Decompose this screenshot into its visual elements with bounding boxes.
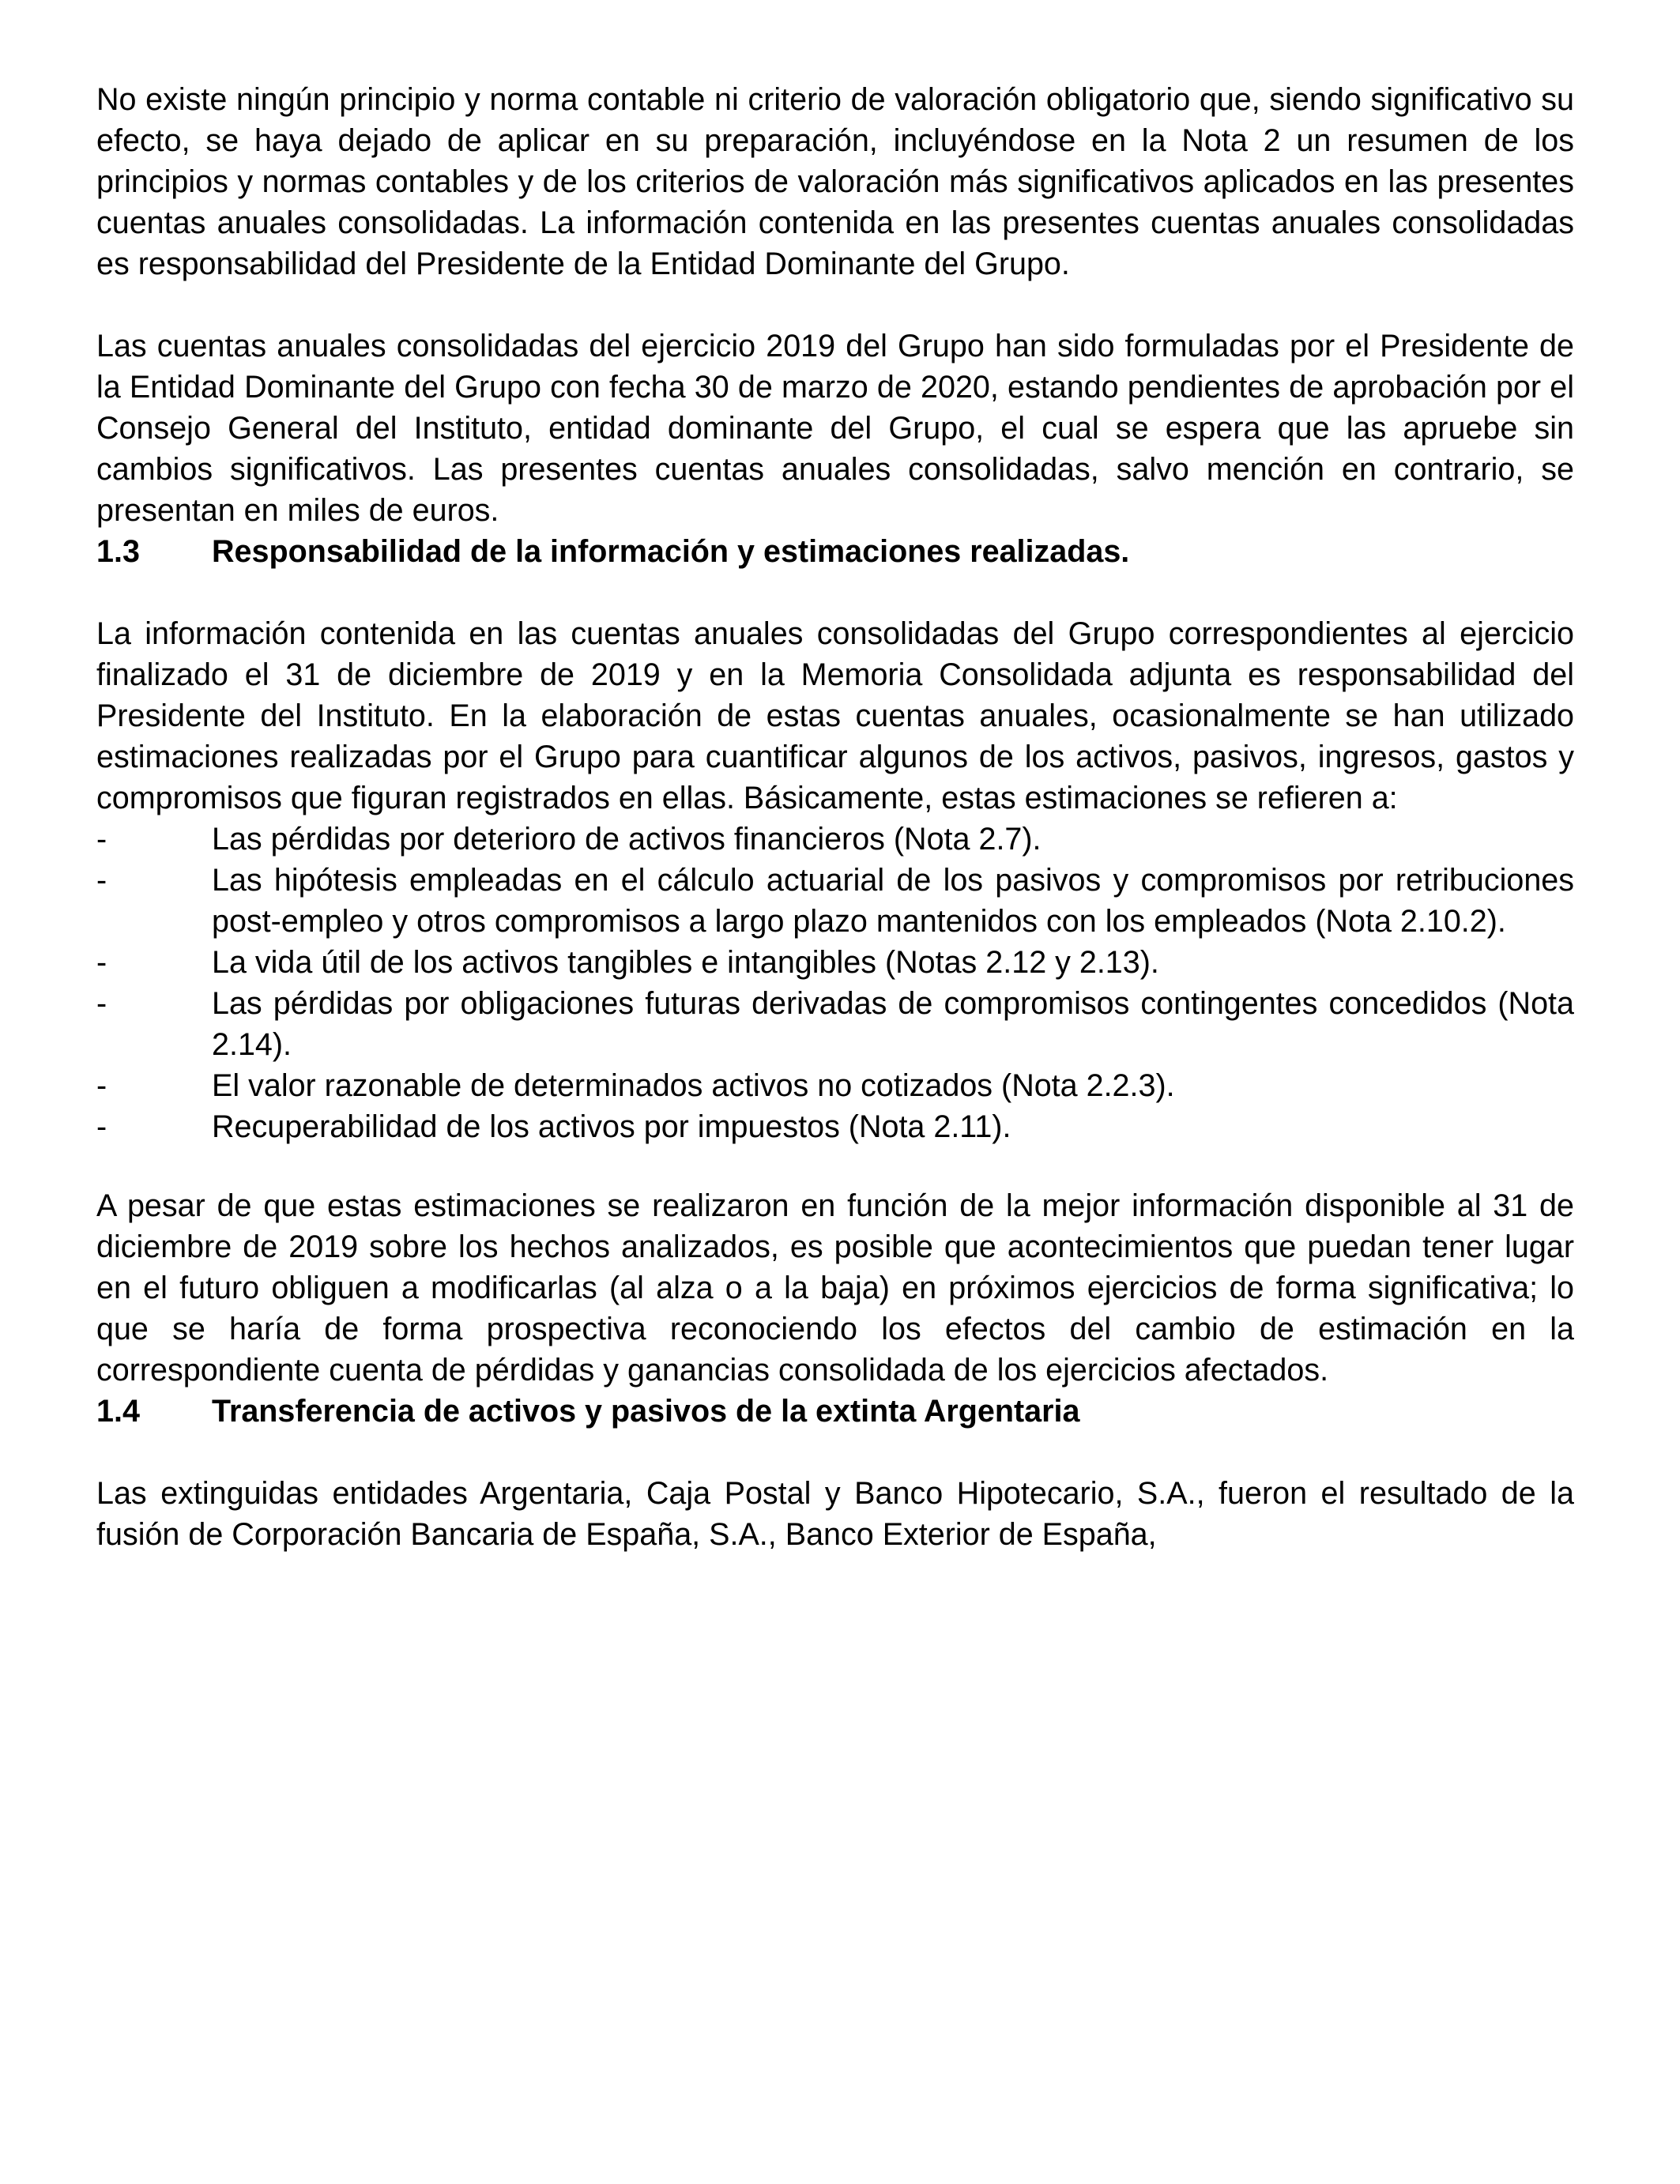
section-number: 1.3 xyxy=(96,534,140,569)
section-heading-1-4 xyxy=(96,1391,1574,1432)
paragraph-formulacion: Las cuentas anuales consolidadas del ejercicio 2019 del Grupo han sido formuladas por el Presidente de la Entidad Dominante del Grupo con fecha 30 de marzo de 2020, estando pendientes de aprobación por el Consejo General del Instituto, entidad dominante del Grupo, el cual se espera que las apruebe sin cambios significativos. Las presentes cuentas anuales consolidadas, salvo mención en contrario, se presentan en miles de euros. xyxy=(96,329,1574,528)
bullet-dash: - xyxy=(96,822,107,857)
list-item-text: Las pérdidas por obligaciones futuras derivadas de compromisos contingentes concedidos (Nota 2.14). xyxy=(212,986,1574,1062)
list-item-text: El valor razonable de determinados activos no cotizados (Nota 2.2.3). xyxy=(212,1068,1175,1103)
section-heading-1-3 xyxy=(96,531,1574,572)
list-item xyxy=(96,819,1574,860)
paragraph-estimaciones-intro: La información contenida en las cuentas anuales consolidadas del Grupo correspondientes al ejercicio finalizado el 31 de diciembre de 2019 y en la Memoria Consolidada adjunta es responsabilidad del Presidente del Instituto. En la elaboración de estas cuentas anuales, ocasionalmente se han utilizado estimaciones realizadas por el Grupo para cuantificar algunos de los activos, pasivos, ingresos, gastos y compromisos que figuran registrados en ellas. Básicamente, estas estimaciones se refieren a: xyxy=(96,616,1574,815)
bullet-dash: - xyxy=(96,863,107,898)
document-page xyxy=(96,79,1574,1555)
section-title: Responsabilidad de la información y estimaciones realizadas. xyxy=(212,534,1130,569)
list-item xyxy=(96,860,1574,942)
bullet-dash: - xyxy=(96,986,107,1021)
section-title: Transferencia de activos y pasivos de la extinta Argentaria xyxy=(212,1394,1080,1429)
paragraph-argentaria-intro: Las extinguidas entidades Argentaria, Caja Postal y Banco Hipotecario, S.A., fueron el resultado de la fusión de Corporación Bancaria de España, S.A., Banco Exterior de España, xyxy=(96,1476,1574,1552)
bullet-dash: - xyxy=(96,945,107,980)
bullet-dash: - xyxy=(96,1109,107,1144)
list-item-text: La vida útil de los activos tangibles e intangibles (Notas 2.12 y 2.13). xyxy=(212,945,1159,980)
list-item-text: Recuperabilidad de los activos por impuestos (Nota 2.11). xyxy=(212,1109,1011,1144)
list-item-text: Las pérdidas por deterioro de activos financieros (Nota 2.7). xyxy=(212,822,1042,857)
paragraph-principios: No existe ningún principio y norma contable ni criterio de valoración obligatorio que, siendo significativo su efecto, se haya dejado de aplicar en su preparación, incluyéndose en la Nota 2 un resumen de los principios y normas contables y de los criterios de valoración más significativos aplicados en las presentes cuentas anuales consolidadas. La información contenida en las presentes cuentas anuales consolidadas es responsabilidad del Presidente de la Entidad Dominante del Grupo. xyxy=(96,82,1574,281)
section-number: 1.4 xyxy=(96,1394,140,1429)
list-item xyxy=(96,1065,1574,1106)
bullet-dash: - xyxy=(96,1068,107,1103)
list-item xyxy=(96,942,1574,983)
list-item xyxy=(96,983,1574,1065)
list-item xyxy=(96,1106,1574,1147)
list-item-text: Las hipótesis empleadas en el cálculo actuarial de los pasivos y compromisos por retribuciones post-empleo y otros compromisos a largo plazo mantenidos con los empleados (Nota 2.10.2). xyxy=(212,863,1574,939)
paragraph-estimaciones-cierre: A pesar de que estas estimaciones se realizaron en función de la mejor información disponible al 31 de diciembre de 2019 sobre los hechos analizados, es posible que acontecimientos que puedan tener lugar en el futuro obliguen a modificarlas (al alza o a la baja) en próximos ejercicios de forma significativa; lo que se haría de forma prospectiva reconociendo los efectos del cambio de estimación en la correspondiente cuenta de pérdidas y ganancias consolidada de los ejercicios afectados. xyxy=(96,1188,1574,1388)
